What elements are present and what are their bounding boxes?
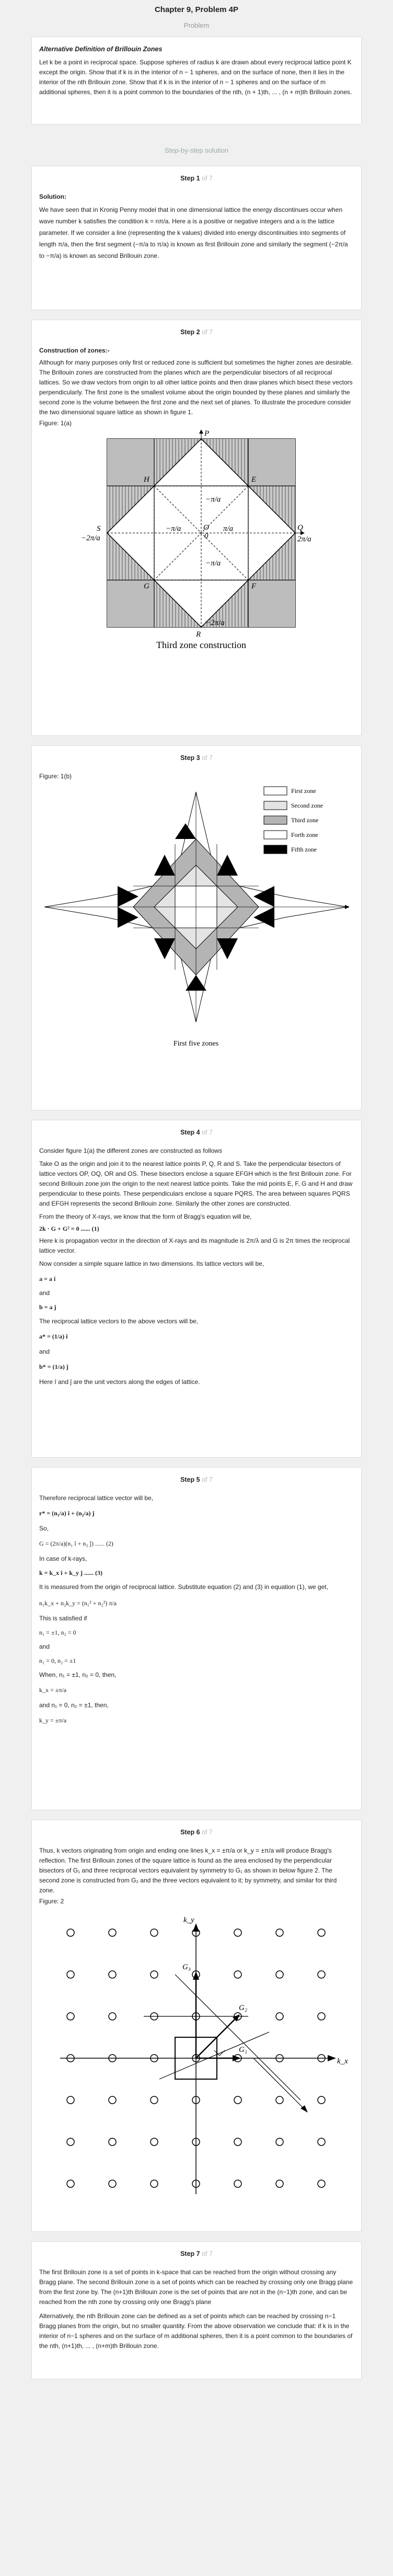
label-P: P bbox=[204, 429, 210, 438]
label-kx: k_x bbox=[337, 2057, 348, 2066]
lattice-point bbox=[109, 1971, 116, 1978]
step-4-header bbox=[39, 1128, 354, 1138]
figure-1b-label: Figure: 1(b) bbox=[39, 773, 72, 780]
label-pi-a-bottom: −π/a bbox=[205, 559, 221, 568]
step-4-card bbox=[31, 1120, 362, 1458]
figure-1a-caption: Third zone construction bbox=[156, 640, 246, 650]
step-1-title: Solution: bbox=[39, 193, 66, 200]
problem-title: Alternative Definition of Brillouin Zones bbox=[39, 46, 163, 53]
label-neg-2pi-bottom: −2π/a bbox=[205, 619, 225, 627]
label-neg-pi-a-left: −π/a bbox=[166, 525, 181, 533]
label-S: S bbox=[97, 525, 101, 533]
lattice-point bbox=[276, 2180, 283, 2187]
equation-b-star: b* = (1/a) ĵ bbox=[39, 1363, 68, 1370]
lattice-point bbox=[109, 1929, 116, 1936]
lattice-point bbox=[109, 2138, 116, 2146]
label-ky: k_y bbox=[183, 1916, 194, 1924]
lattice-point bbox=[276, 1971, 283, 1978]
step-6-card bbox=[31, 1820, 362, 2232]
problem-card bbox=[31, 37, 362, 124]
equation-4: n₁k_x + n₂k_y = (n₁² + n₂²) π/a bbox=[39, 1599, 117, 1607]
lattice-point bbox=[234, 2096, 241, 2104]
label-Q: Q bbox=[297, 524, 303, 532]
equation-b: b = a ĵ bbox=[39, 1303, 56, 1311]
step-5-header bbox=[39, 1475, 354, 1485]
step-total: of 7 bbox=[202, 328, 213, 336]
step-by-step-label: Step-by-step solution bbox=[164, 146, 229, 154]
step-5-para-5: When, n₁ = ±1, n₂ = 0, then, bbox=[39, 1671, 117, 1678]
step-4-para-7: Here î and ĵ are the unit vectors along the edges of lattice. bbox=[39, 1378, 200, 1386]
lattice-point bbox=[318, 1971, 325, 1978]
step-1-text: We have seen that in Kronig Penny model that in one dimensional lattice the energy discontinues occur when wave number k satisfies the condition k = nπ/a. Here a is a positive or negative integers and a is the lattice parameter. If we consider a line (representing the k values) divided into energy discontinuities into segments of length π/a, then the first segment (−π/a to π/a) is known as first Brillouin zone and similarly the segment (−2π/a to −π/a) is known as second Brillouin zone. bbox=[39, 206, 348, 259]
label-g3: G₃ bbox=[182, 1963, 191, 1971]
lattice-point bbox=[151, 1929, 158, 1936]
legend-forth-zone: Forth zone bbox=[291, 831, 318, 838]
lattice-point bbox=[109, 2096, 116, 2104]
step-total: of 7 bbox=[202, 1129, 213, 1136]
step-1-header bbox=[39, 174, 354, 184]
step-6-header bbox=[39, 1828, 354, 1837]
figure-1a-label: Figure: 1(a) bbox=[39, 419, 72, 427]
lattice-point bbox=[151, 2138, 158, 2146]
so-text: So, bbox=[39, 1525, 49, 1532]
step-6-para-1: Thus, k vectors originating from origin and ending one lines k_x = ±π/a or k_y = ±π/a will produce Bragg's reflection. The first Brillouin zones of the square lattice is found as the area enclosed by the perpendicular bisectors of G₁ and three reciprocal vectors equivalent by symmetry to G₁ as shown in below figure 2. The second zone is constructed from G₂ and the three vectors equivalent to it; by symmetry, and similar for third zone. bbox=[39, 1847, 337, 1894]
lattice-point bbox=[109, 2180, 116, 2187]
legend-first-zone: First zone bbox=[291, 787, 316, 795]
lattice-point bbox=[67, 2180, 74, 2187]
lattice-point bbox=[67, 2013, 74, 2020]
lattice-point bbox=[234, 2180, 241, 2187]
step-4-para-4: Here k is propagation vector in the direction of X-rays and its magnitude is 2π/λ and G is 2π times the reciprocal lattice vector. bbox=[39, 1237, 350, 1254]
step-number: Step 7 bbox=[180, 2250, 200, 2257]
step-number: Step 4 bbox=[180, 1129, 200, 1136]
lattice-point bbox=[67, 2138, 74, 2146]
equation-r-star: r* = (n₁/a) î + (n₂/a) ĵ bbox=[39, 1510, 95, 1517]
step-7-card bbox=[31, 2241, 362, 2379]
lattice-point bbox=[151, 2180, 158, 2187]
figure-2-reciprocal-lattice bbox=[39, 1907, 353, 2199]
step-7-para-2: Alternatively, the nth Brillouin zone can be defined as a set of points which can be reached by crossing n−1 Bragg planes from the origin, but no smaller quantity. From the above observation we conclude that: if k is in the interior of n−1 spheres and on the surface of m additional spheres, then it is a point common to the boundaries of the nth, (n+1)th, ... , (n+m)th Brillouin zone. bbox=[39, 2312, 353, 2350]
problem-label: Problem bbox=[183, 21, 210, 29]
legend-second-zone: Second zone bbox=[291, 802, 323, 809]
and-text: and bbox=[39, 1348, 50, 1355]
label-neg-pi-a-top: −π/a bbox=[205, 495, 221, 504]
lattice-point bbox=[318, 2096, 325, 2104]
step-5-para-6: and n₁ = 0, n₂ = ±1, then, bbox=[39, 1701, 109, 1709]
equation-8: k_y = ±π/a bbox=[39, 1717, 67, 1724]
equation-5: n₁ = ±1, n₂ = 0 bbox=[39, 1629, 76, 1636]
step-total: of 7 bbox=[202, 1829, 213, 1836]
chapter-title: Chapter 9, Problem 4P bbox=[154, 5, 239, 14]
lattice-point bbox=[234, 1929, 241, 1936]
equation-7: k_x = ±π/a bbox=[39, 1686, 67, 1694]
label-g1: G₁ bbox=[239, 2046, 248, 2054]
label-G: G bbox=[144, 582, 149, 591]
step-5-card bbox=[31, 1467, 362, 1810]
step-7-header bbox=[39, 2249, 354, 2259]
step-4-para-5: Now consider a simple square lattice in two dimensions. Its lattice vectors will be, bbox=[39, 1260, 264, 1267]
label-R: R bbox=[196, 630, 201, 639]
label-2pi-a: 2π/a bbox=[297, 535, 311, 543]
label-neg-2pi-a: −2π/a bbox=[81, 534, 100, 542]
label-O: O bbox=[203, 524, 209, 532]
and-text: and bbox=[39, 1643, 50, 1650]
lattice-point bbox=[67, 2096, 74, 2104]
figure-1b-caption: First five zones bbox=[173, 1040, 219, 1048]
step-4-para-1: Consider figure 1(a) the different zones are constructed as follows bbox=[39, 1147, 222, 1154]
legend-fifth-zone: Fifth zone bbox=[291, 846, 317, 853]
step-number: Step 2 bbox=[180, 328, 200, 336]
lattice-point bbox=[318, 2138, 325, 2146]
figure-1b-first-five-zones bbox=[39, 781, 353, 1095]
label-F: F bbox=[251, 582, 257, 591]
step-3-card bbox=[31, 745, 362, 1110]
step-5-para-2: In case of k-rays, bbox=[39, 1555, 87, 1562]
step-2-text: Although for many purposes only first or reduced zone is sufficient but sometimes the higher zones are desirable. The Brillouin zones are constructed from the planes which are the perpendicular bisectors of all reciprocal lattices. So we draw vectors from origin to all other lattice points and then draw planes which bisect these vectors perpendicularly. The first zone is the smallest volume about the origin bounded by these planes and similarly the second zone is the volume between the first zone and the next set of planes. To illustrate the procedure consider the two dimensional square lattice as shown in figure 1. bbox=[39, 359, 353, 416]
lattice-point bbox=[67, 1929, 74, 1936]
lattice-point bbox=[318, 2013, 325, 2020]
equation-3: k = k_x î + k_y ĵ ...... (3) bbox=[39, 1569, 103, 1576]
lattice-point bbox=[109, 2013, 116, 2020]
step-3-header bbox=[39, 753, 354, 763]
zone-legend bbox=[264, 787, 323, 854]
lattice-point bbox=[276, 2013, 283, 2020]
step-2-card bbox=[31, 320, 362, 736]
figure-2-label: Figure: 2 bbox=[39, 1898, 64, 1905]
step-5-para-4: This is satisfied if bbox=[39, 1615, 87, 1622]
figure-1a-third-zone-construction bbox=[39, 428, 353, 721]
label-g2: G₂ bbox=[239, 2004, 248, 2012]
label-H: H bbox=[144, 475, 149, 484]
step-4-para-3: From the theory of X-rays, we know that the form of Bragg's equation will be, bbox=[39, 1213, 252, 1220]
lattice-point bbox=[67, 1971, 74, 1978]
label-E: E bbox=[251, 475, 257, 484]
label-pi-a-right: π/a bbox=[223, 525, 234, 533]
equation-a: a = a î bbox=[39, 1275, 56, 1283]
step-5-para-1: Therefore reciprocal lattice vector will be, bbox=[39, 1494, 154, 1502]
step-2-header bbox=[39, 327, 354, 337]
lattice-point bbox=[234, 2138, 241, 2146]
lattice-point bbox=[318, 1929, 325, 1936]
step-4-para-2: Take O as the origin and join it to the nearest lattice points P, Q, R and S. Take the perpendicular bisectors of lattice vectors OP, OQ, OR and OS. These bisectors enclose a square EFGH which is the first Brillouin zone. For second Brillouin zone join the origin to the next nearest lattice points. Take the mid points E, F, G and H and draw perpendicular to these points. These perpendiculars enclose a square PQRS. The area between squares PQRS and EFGH represents the second Brillouin zone. Similarly the other zones are constructed. bbox=[39, 1160, 353, 1207]
lattice-point bbox=[318, 2180, 325, 2187]
step-number: Step 5 bbox=[180, 1476, 200, 1483]
label-zero: 0 bbox=[204, 532, 209, 540]
lattice-point bbox=[276, 1929, 283, 1936]
step-total: of 7 bbox=[202, 175, 213, 182]
lattice-point bbox=[151, 2096, 158, 2104]
step-total: of 7 bbox=[202, 754, 213, 762]
legend-third-zone: Third zone bbox=[291, 816, 319, 824]
step-number: Step 3 bbox=[180, 754, 200, 762]
step-number: Step 1 bbox=[180, 175, 200, 182]
equation-1: 2k · G + G² = 0 ...... (1) bbox=[39, 1225, 99, 1232]
and-text: and bbox=[39, 1289, 50, 1297]
lattice-point bbox=[151, 1971, 158, 1978]
lattice-point bbox=[276, 2138, 283, 2146]
step-5-para-3: It is measured from the origin of reciprocal lattice. Substitute equation (2) and (3) in equation (1), we get, bbox=[39, 1583, 328, 1591]
lattice-point bbox=[234, 1971, 241, 1978]
equation-a-star: a* = (1/a) î bbox=[39, 1333, 68, 1340]
lattice-point bbox=[276, 2096, 283, 2104]
problem-text: Let k be a point in reciprocal space. Suppose spheres of radius k are drawn about every reciprocal lattice point K except the origin. Show that if k is in the interior of n − 1 spheres, and on the surface of none, then it lies in the interior of the nth Brillouin zone. Show that if k is in the interior of n − 1 spheres and on the surface of m additional spheres, then it is a point common to the boundaries of the nth, (n + 1)th, ... , (n + m)th Brillouin zones. bbox=[39, 59, 352, 96]
step-total: of 7 bbox=[202, 2250, 213, 2257]
equation-2: G = (2π/a)(n₁ î + n₂ ĵ) ...... (2) bbox=[39, 1540, 113, 1547]
step-4-para-6: The reciprocal lattice vectors to the above vectors will be, bbox=[39, 1318, 199, 1325]
equation-6: n₁ = 0, n₂ = ±1 bbox=[39, 1657, 76, 1664]
step-7-para-1: The first Brillouin zone is a set of points in k-space that can be reached from the origin without crossing any Bragg plane. The second Brillouin zone is a set of points which can be reached by crossing only one Bragg plane from the first zone by. The (n+1)th Brillouin zone is the set of points that are not in the (n−1)th zone, and can be reached from the nth zone by crossing only one Bragg's plane bbox=[39, 2268, 353, 2306]
step-1-card bbox=[31, 166, 362, 310]
step-total: of 7 bbox=[202, 1476, 213, 1483]
step-2-title: Construction of zones:- bbox=[39, 347, 110, 354]
step-number: Step 6 bbox=[180, 1829, 200, 1836]
